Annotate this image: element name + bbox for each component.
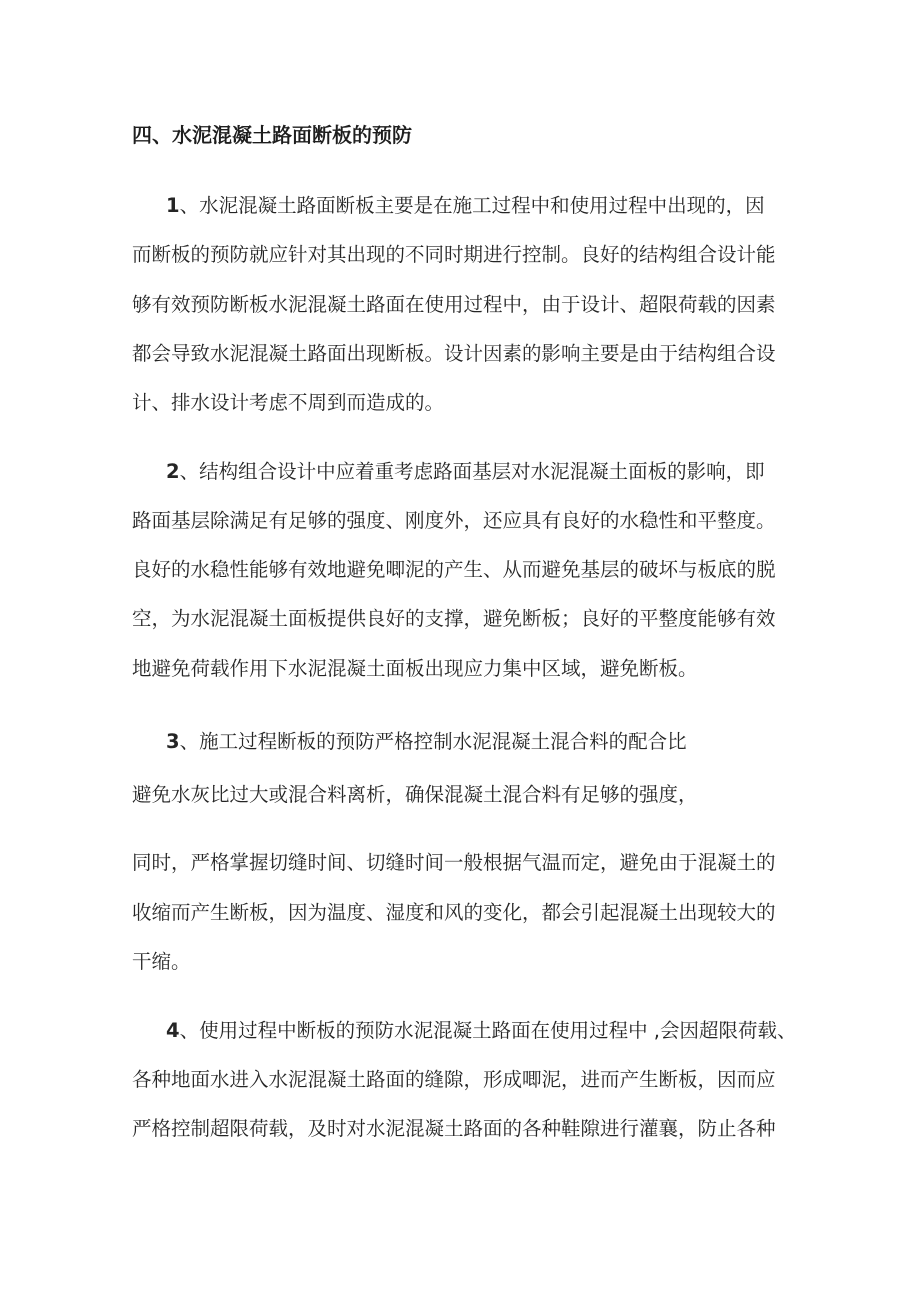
paragraph-3-line-4: 收缩而产生断板，因为温度、湿度和风的变化，都会引起混凝土出现较大的 — [132, 901, 776, 924]
paragraph-2-line-1 — [166, 457, 765, 487]
paragraph-2-line-3: 良好的水稳性能够有效地避免唧泥的产生、从而避免基层的破坏与板底的脱 — [132, 558, 776, 581]
paragraph-2-number: 2 — [166, 460, 180, 483]
paragraph-1-line-3: 够有效预防断板水泥混凝土路面在使用过程中，由于设计、超限荷载的因素 — [132, 293, 776, 316]
paragraph-1-line-1 — [166, 191, 765, 221]
paragraph-1-line-5: 计、排水设计考虑不周到而造成的。 — [132, 391, 445, 414]
paragraph-3-line-1 — [166, 727, 687, 757]
paragraph-3-line-2: 避免水灰比过大或混合料离析，确保混凝土混合料有足够的强度， — [132, 783, 698, 806]
paragraph-3-number: 3 — [166, 730, 180, 753]
paragraph-4-line-3: 严格控制超限荷载，及时对水泥混凝土路面的各种鞋隙进行灌襄，防止各种 — [132, 1117, 776, 1140]
paragraph-4-text: 、使用过程中断板的预防水泥混凝土路面在使用过程中 ,会因超限荷载、 — [179, 1019, 797, 1042]
paragraph-3-text: 、施工过程断板的预防严格控制水泥混凝土混合料的配合比 — [179, 730, 687, 753]
paragraph-4-line-2: 各种地面水进入水泥混凝土路面的缝隙，形成唧泥，进而产生断板，因而应 — [132, 1068, 776, 1091]
paragraph-2-line-2: 路面基层除满足有足够的强度、刚度外，还应具有良好的水稳性和平整度。 — [132, 509, 776, 532]
paragraph-4-line-1 — [166, 1016, 796, 1046]
paragraph-3-line-3: 同时，严格掌握切缝时间、切缝时间一般根据气温而定，避免由于混凝土的 — [132, 851, 776, 874]
paragraph-4-number: 4 — [166, 1019, 180, 1042]
paragraph-2-line-4: 空，为水泥混凝土面板提供良好的支撑，避免断板；良好的平整度能够有效 — [132, 607, 776, 630]
paragraph-1-text: 、水泥混凝土路面断板主要是在施工过程中和使用过程中出现的，因 — [179, 194, 765, 217]
paragraph-1-number: 1 — [166, 194, 180, 217]
paragraph-1-line-2: 而断板的预防就应针对其出现的不同时期进行控制。良好的结构组合设计能 — [132, 243, 776, 266]
paragraph-2-line-5: 地避免荷载作用下水泥混凝土面板出现应力集中区域，避免断板。 — [132, 657, 698, 680]
paragraph-1-line-4: 都会导致水泥混凝土路面出现断板。设计因素的影响主要是由于结构组合设 — [132, 342, 776, 365]
paragraph-2-text: 、结构组合设计中应着重考虑路面基层对水泥混凝土面板的影响，即 — [179, 460, 765, 483]
paragraph-3-line-5: 干缩。 — [132, 950, 191, 973]
section-heading: 四、水泥混凝土路面断板的预防 — [132, 123, 412, 147]
